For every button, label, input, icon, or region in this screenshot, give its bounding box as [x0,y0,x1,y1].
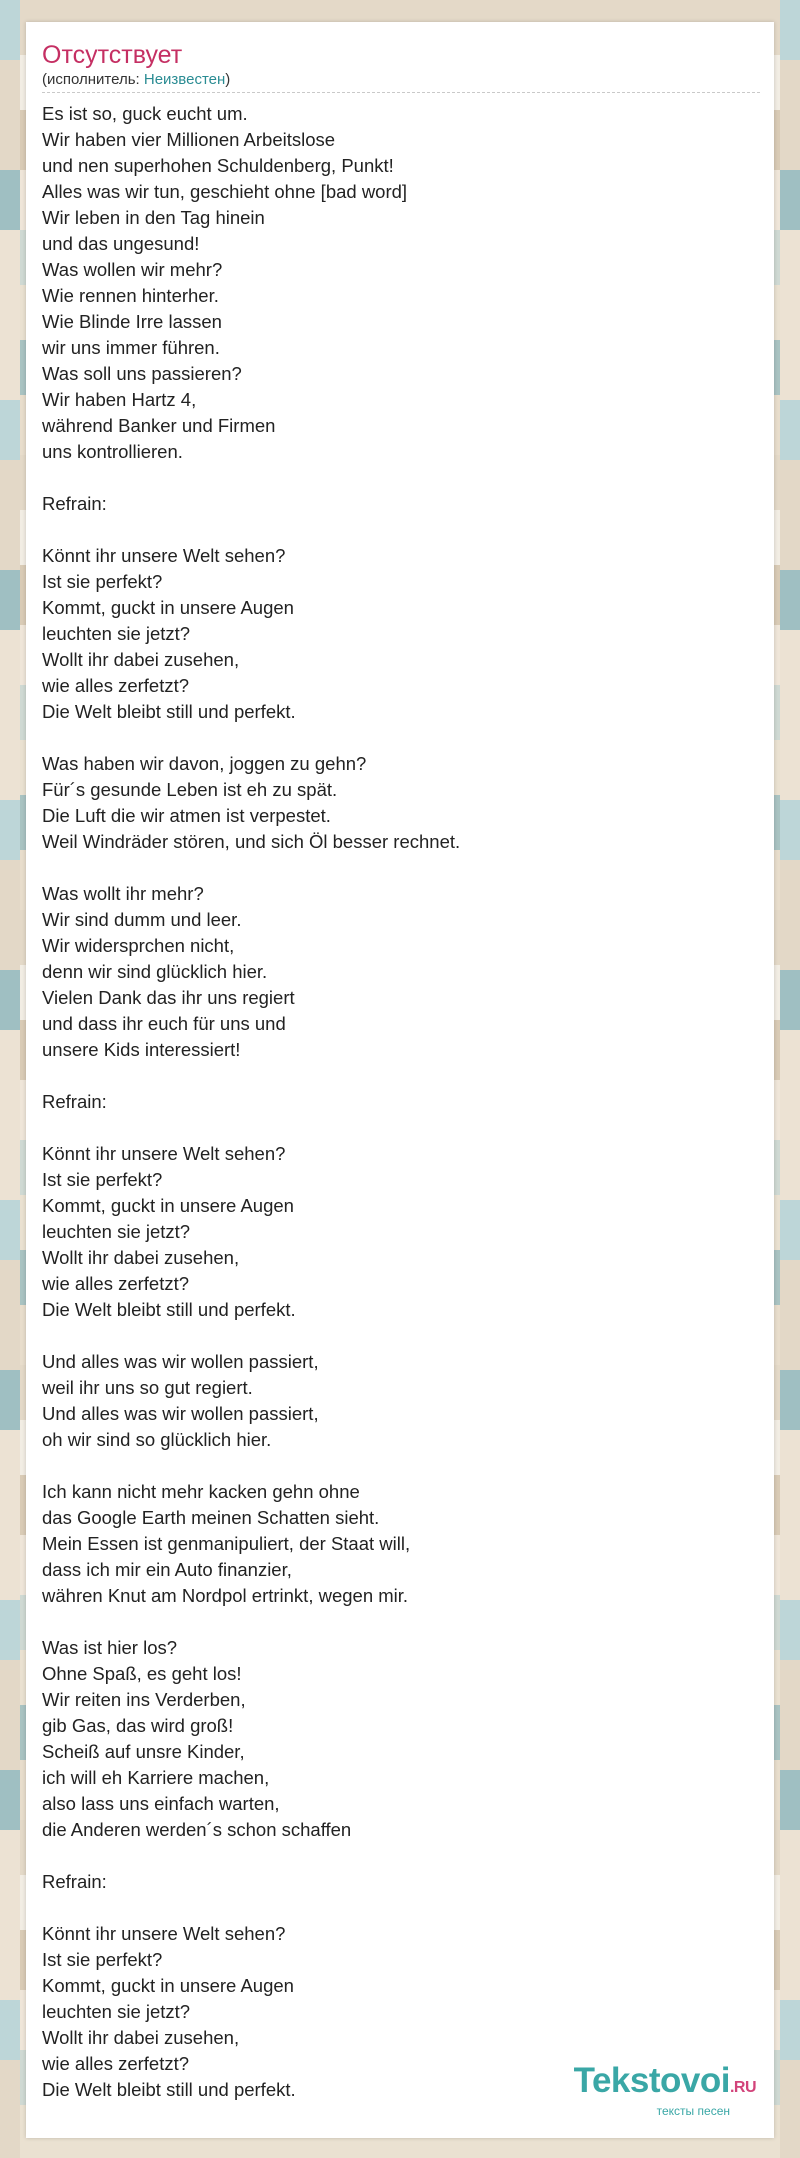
lyric-line: wie alles zerfetzt? [42,675,190,696]
lyric-line: weil ihr uns so gut regiert. [42,1377,253,1398]
lyric-line: Es ist so, guck eucht um. [42,103,248,124]
lyric-line: Könnt ihr unsere Welt sehen? [42,1923,286,1944]
lyric-line: Wollt ihr dabei zusehen, [42,649,240,670]
lyric-line: Könnt ihr unsere Welt sehen? [42,545,286,566]
lyric-line: Die Welt bleibt still und perfekt. [42,2079,296,2100]
lyric-line: Wie Blinde Irre lassen [42,311,222,332]
lyric-line: ich will eh Karriere machen, [42,1767,270,1788]
lyric-line: Refrain: [42,1871,107,1892]
lyric-line: Die Luft die wir atmen ist verpestet. [42,805,331,826]
lyric-line: Wollt ihr dabei zusehen, [42,2027,240,2048]
lyric-line: Vielen Dank das ihr uns regiert [42,987,295,1008]
site-logo[interactable] [574,2063,756,2118]
logo-wordmark [574,2063,756,2106]
lyric-line: Mein Essen ist genmanipuliert, der Staat will, [42,1533,411,1554]
lyrics-body [42,101,759,2103]
background-stripe-left [0,0,20,2158]
lyric-line: Für´s gesunde Leben ist eh zu spät. [42,779,338,800]
lyric-line: Wir haben Hartz 4, [42,389,197,410]
lyric-line: unsere Kids interessiert! [42,1039,241,1060]
lyric-line: Wir widersprchen nicht, [42,935,235,956]
lyric-line: Ist sie perfekt? [42,1169,163,1190]
lyric-line: Und alles was wir wollen passiert, [42,1351,319,1372]
lyric-line: Kommt, guckt in unsere Augen [42,597,294,618]
lyric-line: Wie rennen hinterher. [42,285,219,306]
lyric-line: Die Welt bleibt still und perfekt. [42,701,296,722]
lyric-line: und nen superhohen Schuldenberg, Punkt! [42,155,394,176]
lyric-line: Ist sie perfekt? [42,571,163,592]
lyric-line: leuchten sie jetzt? [42,1221,191,1242]
lyric-line: Was ist hier los? [42,1637,178,1658]
lyric-line: Was wollt ihr mehr? [42,883,204,904]
lyric-line: währen Knut am Nordpol ertrinkt, wegen mir. [42,1585,409,1606]
lyric-line: oh wir sind so glücklich hier. [42,1429,272,1450]
logo-name: Tekstovoi [573,2061,730,2100]
lyric-line: Ich kann nicht mehr kacken gehn ohne [42,1481,360,1502]
lyric-line [42,1609,759,1635]
lyric-line: dass ich mir ein Auto finanzier, [42,1559,292,1580]
lyric-line: Kommt, guckt in unsere Augen [42,1195,294,1216]
lyric-line [42,1115,759,1141]
lyric-line: und dass ihr euch für uns und [42,1013,286,1034]
lyric-line [42,465,759,491]
lyric-line: während Banker und Firmen [42,415,276,436]
lyric-line [42,1843,759,1869]
lyric-line: uns kontrollieren. [42,441,183,462]
background-stripe-right [780,0,800,2158]
lyric-line: Wollt ihr dabei zusehen, [42,1247,240,1268]
lyric-line [42,517,759,543]
lyric-line: und das ungesund! [42,233,200,254]
lyric-line: Wir reiten ins Verderben, [42,1689,246,1710]
lyric-line: wir uns immer führen. [42,337,220,358]
lyric-line [42,1323,759,1349]
lyric-line: Refrain: [42,1091,107,1112]
lyric-line: Weil Windräder stören, und sich Öl besser rechnet. [42,831,461,852]
lyric-line: Wir leben in den Tag hinein [42,207,265,228]
performer-suffix: ) [225,71,231,88]
lyric-line: die Anderen werden´s schon schaffen [42,1819,352,1840]
lyric-line [42,1895,759,1921]
logo-tld: .RU [729,2079,756,2096]
lyric-line: Ohne Spaß, es geht los! [42,1663,242,1684]
lyric-line: Die Welt bleibt still und perfekt. [42,1299,296,1320]
logo-tagline: тексты песен [656,2104,730,2118]
lyric-line [42,855,759,881]
performer-line [42,71,760,93]
performer-prefix: (исполнитель: [42,71,144,88]
lyric-line [42,1063,759,1089]
lyric-line: Refrain: [42,493,107,514]
lyric-line: Wir haben vier Millionen Arbeitslose [42,129,336,150]
lyric-line: wie alles zerfetzt? [42,2053,190,2074]
lyric-line: Kommt, guckt in unsere Augen [42,1975,294,1996]
lyric-line: gib Gas, das wird groß! [42,1715,234,1736]
song-title: Отсутствует [42,41,183,69]
lyric-line: Was soll uns passieren? [42,363,242,384]
lyric-line: leuchten sie jetzt? [42,623,191,644]
lyric-line: Könnt ihr unsere Welt sehen? [42,1143,286,1164]
lyric-line: wie alles zerfetzt? [42,1273,190,1294]
lyric-line: Alles was wir tun, geschieht ohne [bad word] [42,181,408,202]
lyrics-card [26,22,774,2138]
lyric-line: leuchten sie jetzt? [42,2001,191,2022]
lyric-line: das Google Earth meinen Schatten sieht. [42,1507,380,1528]
lyric-line: Was haben wir davon, joggen zu gehn? [42,753,367,774]
lyric-line: Wir sind dumm und leer. [42,909,242,930]
lyric-line [42,1453,759,1479]
lyric-line: denn wir sind glücklich hier. [42,961,268,982]
lyric-line: Ist sie perfekt? [42,1949,163,1970]
performer-link[interactable]: Неизвестен [143,71,226,88]
lyric-line: also lass uns einfach warten, [42,1793,280,1814]
lyric-line: Und alles was wir wollen passiert, [42,1403,319,1424]
lyric-line [42,725,759,751]
lyric-line: Was wollen wir mehr? [42,259,223,280]
lyric-line: Scheiß auf unsre Kinder, [42,1741,245,1762]
